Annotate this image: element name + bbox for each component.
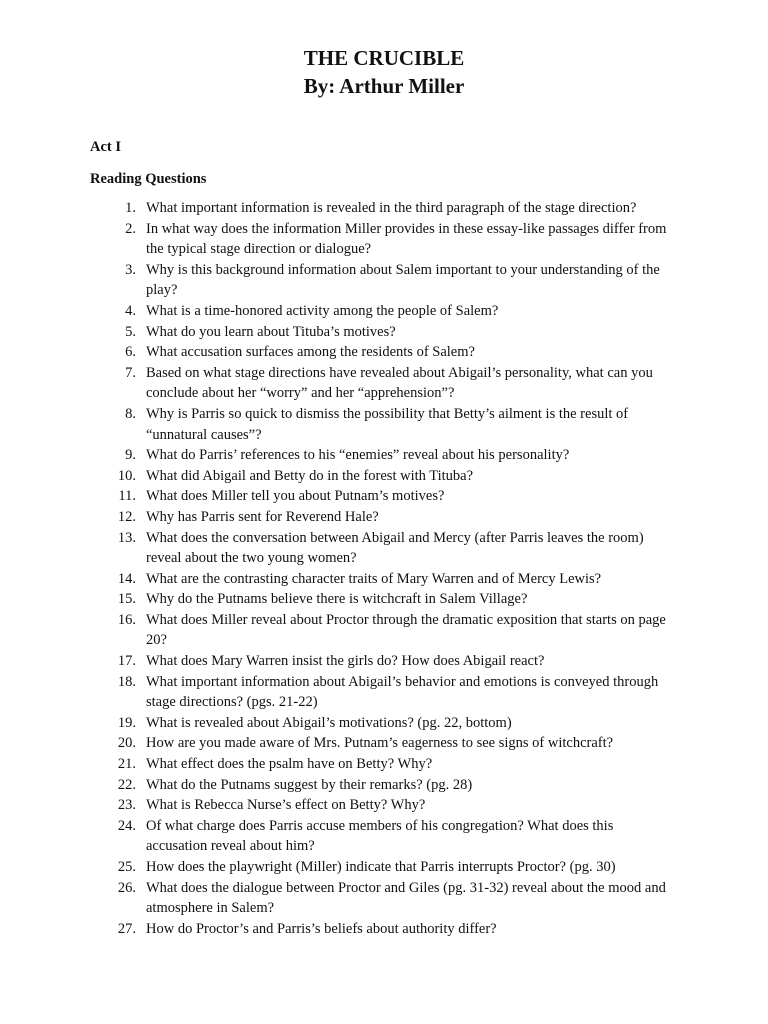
question-gap (136, 589, 146, 610)
question-text: What important information about Abigail’s behavior and emotions is conveyed through stage directions? (pgs. 21-22) (146, 673, 659, 711)
question-text: What is a time-honored activity among the people of Salem? (146, 302, 499, 319)
document-title: THE CRUCIBLE (303, 46, 465, 70)
question-number: 4. (125, 302, 136, 319)
question-number: 22. (117, 776, 136, 793)
question-item (90, 610, 678, 651)
question-text: Of what charge does Parris accuse members of his congregation? What does this accusation reveal about him? (146, 817, 614, 855)
question-item (90, 260, 678, 301)
question-number: 25. (117, 859, 136, 875)
question-gap (136, 219, 146, 260)
question-text: How does the playwright (Miller) indicate that Parris interrupts Proctor? (pg. 30) (146, 859, 616, 875)
question-text: Why has Parris sent for Reverend Hale? (146, 508, 379, 525)
question-text: What do you learn about Tituba’s motives? (146, 323, 396, 340)
question-gap (136, 507, 146, 528)
question-gap (136, 342, 146, 363)
question-number: 6. (125, 344, 136, 361)
question-text: What is Rebecca Nurse’s effect on Betty? Why? (146, 797, 426, 814)
question-item (90, 363, 678, 404)
question-item (90, 486, 678, 507)
question-number: 17. (117, 653, 136, 670)
question-number: 26. (117, 879, 136, 896)
question-text: What does Miller tell you about Putnam’s motives? (146, 488, 445, 505)
question-number: 3. (125, 261, 136, 278)
question-item (90, 198, 678, 219)
question-number: 20. (117, 735, 136, 752)
question-gap (136, 795, 146, 816)
question-gap (136, 672, 146, 713)
question-gap (136, 322, 146, 343)
question-text: What does Mary Warren insist the girls do? How does Abigail react? (146, 653, 545, 670)
question-text: What did Abigail and Betty do in the forest with Tituba? (146, 467, 474, 484)
question-number: 19. (117, 714, 136, 731)
question-text: What is revealed about Abigail’s motivations? (pg. 22, bottom) (146, 714, 512, 731)
question-gap (136, 878, 146, 919)
question-text: What does the dialogue between Proctor and Giles (pg. 31-32) reveal about the mood and atmosphere in Salem? (146, 879, 666, 917)
question-text: What does the conversation between Abigail and Mercy (after Parris leaves the room) reveal about the two young women? (146, 529, 644, 567)
document-byline: By: Arthur Miller (303, 74, 465, 98)
question-item (90, 528, 678, 569)
question-item (90, 816, 678, 857)
question-text: In what way does the information Miller provides in these essay-like passages differ from the typical stage direction or dialogue? (146, 220, 667, 258)
question-item (90, 342, 678, 363)
question-gap (136, 445, 146, 466)
question-gap (136, 260, 146, 301)
question-number: 8. (125, 405, 136, 422)
title-block (90, 44, 678, 100)
question-item (90, 445, 678, 466)
question-text: How do Proctor’s and Parris’s beliefs about authority differ? (146, 920, 497, 937)
question-number: 5. (125, 323, 136, 340)
question-gap (136, 610, 146, 651)
question-number: 27. (117, 920, 136, 937)
question-item (90, 775, 678, 796)
question-gap (136, 363, 146, 404)
question-number: 10. (117, 467, 136, 484)
question-number: 9. (125, 447, 136, 464)
question-text: How are you made aware of Mrs. Putnam’s eagerness to see signs of witchcraft? (146, 735, 614, 752)
question-text: What effect does the psalm have on Betty? Why? (146, 756, 433, 773)
question-gap (136, 857, 146, 878)
question-number: 7. (125, 364, 136, 381)
question-item (90, 754, 678, 775)
question-item (90, 878, 678, 919)
question-text: Based on what stage directions have revealed about Abigail’s personality, what can you conclude about her “worry” and her “apprehension”? (146, 364, 653, 402)
question-item (90, 404, 678, 445)
reading-questions-heading: Reading Questions (90, 171, 207, 187)
question-number: 23. (117, 797, 136, 814)
question-number: 14. (117, 570, 136, 587)
question-item (90, 219, 678, 260)
question-item (90, 733, 678, 754)
question-gap (136, 466, 146, 487)
question-text: What are the contrasting character traits of Mary Warren and of Mercy Lewis? (146, 570, 602, 587)
question-item (90, 569, 678, 590)
question-number: 13. (117, 529, 136, 546)
question-gap (136, 528, 146, 569)
question-number: 1. (125, 200, 136, 216)
question-number: 15. (117, 591, 136, 608)
question-number: 24. (117, 817, 136, 834)
question-item (90, 713, 678, 734)
act-heading: Act I (90, 139, 122, 155)
question-list (90, 198, 678, 939)
question-gap (136, 404, 146, 445)
question-text: What do the Putnams suggest by their remarks? (pg. 28) (146, 776, 473, 793)
question-item (90, 466, 678, 487)
question-item (90, 589, 678, 610)
question-number: 12. (117, 508, 136, 525)
question-item (90, 651, 678, 672)
question-item (90, 507, 678, 528)
question-text: What accusation surfaces among the residents of Salem? (146, 344, 475, 361)
question-gap (136, 486, 146, 507)
question-gap (136, 919, 146, 940)
question-gap (136, 713, 146, 734)
question-text: What important information is revealed in the third paragraph of the stage direction? (146, 200, 637, 216)
question-number: 21. (117, 756, 136, 773)
question-gap (136, 775, 146, 796)
question-item (90, 919, 678, 940)
question-gap (136, 198, 146, 219)
question-gap (136, 754, 146, 775)
question-item (90, 322, 678, 343)
question-gap (136, 733, 146, 754)
question-item (90, 795, 678, 816)
question-number: 2. (125, 220, 136, 237)
question-item (90, 857, 678, 878)
question-item (90, 672, 678, 713)
question-number: 18. (117, 673, 136, 690)
question-gap (136, 569, 146, 590)
question-text: What does Miller reveal about Proctor through the dramatic exposition that starts on page 20? (146, 611, 666, 649)
question-text: Why do the Putnams believe there is witchcraft in Salem Village? (146, 591, 528, 608)
question-gap (136, 816, 146, 857)
question-item (90, 301, 678, 322)
question-text: Why is this background information about Salem important to your understanding of the play? (146, 261, 660, 299)
question-gap (136, 651, 146, 672)
question-number: 11. (118, 488, 136, 505)
question-gap (136, 301, 146, 322)
question-text: Why is Parris so quick to dismiss the possibility that Betty’s ailment is the result of “unnatural causes”? (146, 405, 629, 443)
question-number: 16. (117, 611, 136, 628)
question-text: What do Parris’ references to his “enemies” reveal about his personality? (146, 447, 570, 464)
